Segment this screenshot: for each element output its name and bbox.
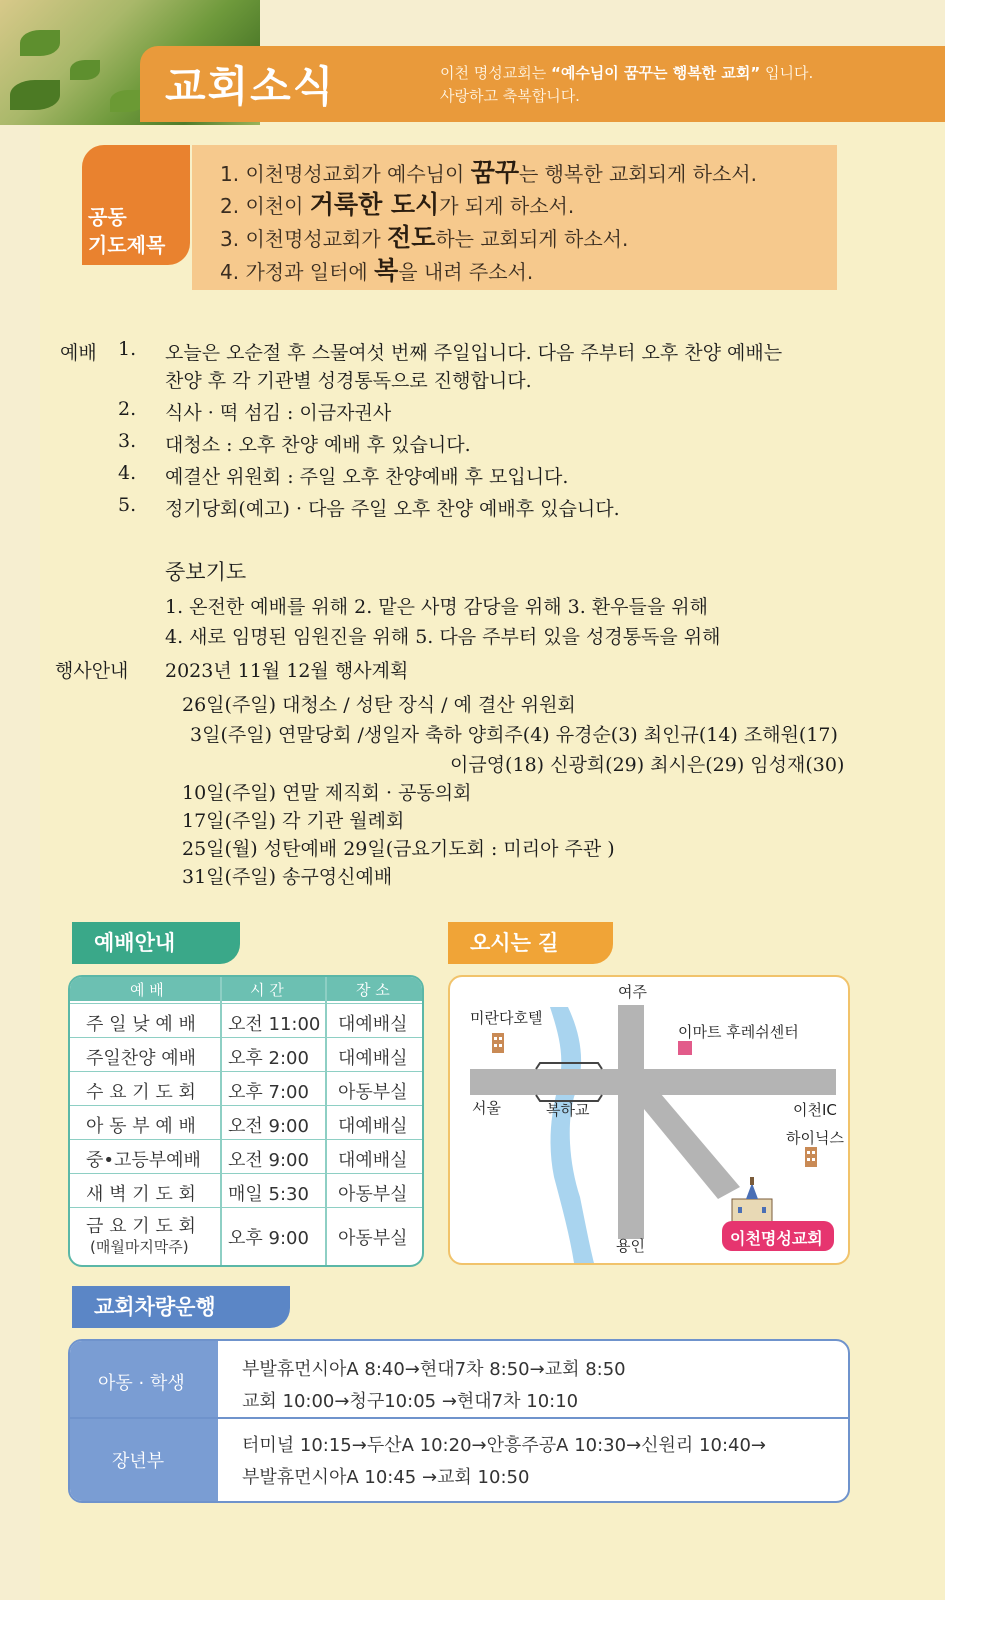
transport-label-column: [70, 1341, 218, 1501]
schedule-tab: 예배안내: [72, 922, 240, 964]
prayer-item: [220, 185, 574, 221]
hotel-icon: [492, 1033, 504, 1053]
notice-number: 1.: [118, 338, 137, 360]
road-diagonal: [630, 1087, 740, 1199]
prayer-highlight: 복: [374, 256, 399, 285]
notice-number: 3.: [118, 430, 137, 452]
worship-schedule-table: [68, 975, 424, 1267]
transport-table: [68, 1339, 850, 1503]
prayer-text: 하는 교회되게 하소서.: [435, 227, 629, 251]
service-name: 주일찬양 예배: [86, 1048, 197, 1069]
leaf-shape: [10, 80, 60, 110]
transport-route: 부발휴먼시아A 8:40→현대7차 8:50→교회 8:50: [242, 1359, 626, 1380]
table-row: [70, 1173, 422, 1208]
map-tab: 오시는 길: [448, 922, 613, 964]
notice-number: 5.: [118, 494, 137, 516]
service-place: 아동부실: [338, 1082, 408, 1103]
map-label-west: 서울: [472, 1099, 501, 1117]
transport-group-label: 장년부: [112, 1451, 165, 1472]
subtitle-line2: 사랑하고 축복합니다.: [440, 87, 580, 105]
event-line: 26일(주일) 대청소 / 성탄 장식 / 예 결산 위원회: [182, 694, 576, 716]
prayer-item: [220, 251, 533, 287]
transport-route: 터미널 10:15→두산A 10:20→안흥주공A 10:30→신원리 10:40→: [242, 1435, 766, 1456]
transport-route: 교회 10:00→청구10:05 →현대7차 10:10: [242, 1391, 579, 1412]
subtitle-post: 입니다.: [760, 64, 814, 82]
map-label-bridge: 복하교: [546, 1101, 590, 1119]
service-place: 대예배실: [338, 1116, 408, 1137]
prayer-item: [220, 218, 628, 254]
service-place: 대예배실: [338, 1150, 408, 1171]
events-label: 행사안내: [55, 660, 129, 682]
hynix-icon: [805, 1147, 817, 1167]
service-name: 주 일 낮 예 배: [86, 1014, 196, 1035]
service-time: 오전 9:00: [228, 1150, 309, 1171]
service-name: 새 벽 기 도 회: [86, 1184, 196, 1205]
notice-text: 오늘은 오순절 후 스물여섯 번째 주일입니다. 다음 주부터 오후 찬양 예배는: [165, 342, 783, 364]
prayer-highlight: 꿈꾸: [470, 158, 519, 187]
prayer-highlight: 전도: [387, 223, 436, 252]
transport-tab: 교회차량운행: [72, 1286, 290, 1328]
notice-text: 찬양 후 각 기관별 성경통독으로 진행합니다.: [165, 370, 532, 392]
table-row: [70, 1003, 422, 1038]
service-time: 매일 5:30: [228, 1184, 309, 1205]
subtitle-bold: “예수님이 꿈꾸는 행복한 교회”: [550, 64, 761, 82]
emart-icon: [678, 1041, 692, 1055]
prayer-tag-label: [88, 203, 165, 259]
prayer-tag-line1: 공동: [88, 205, 127, 229]
event-line: 3일(주일) 연말당회 /생일자 축하 양희주(4) 유경순(3) 최인규(14) 조해원(17): [190, 724, 838, 746]
service-name: 수 요 기 도 회: [86, 1082, 196, 1103]
prayer-text: 가 되게 하소서.: [439, 194, 575, 218]
table-row: [70, 1105, 422, 1140]
header-cell: 시 간: [250, 981, 284, 999]
river: [550, 1007, 594, 1263]
service-place: 대예배실: [338, 1014, 408, 1035]
table-row: [70, 1071, 422, 1106]
prayer-highlight: 거룩한 도시: [309, 190, 440, 219]
service-time: 오후 7:00: [228, 1082, 309, 1103]
map-label-south: 용인: [616, 1237, 645, 1255]
intercession-title: 중보기도: [165, 560, 247, 584]
service-place: 아동부실: [338, 1184, 408, 1205]
prayer-text: 는 행복한 교회되게 하소서.: [519, 162, 757, 186]
table-row: [70, 1139, 422, 1174]
map-label-ic: 이천IC: [793, 1101, 837, 1119]
prayer-text: 4. 가정과 일터에: [220, 260, 375, 284]
prayer-text: 을 내려 주소서.: [398, 260, 534, 284]
page-title: 교회소식: [165, 62, 336, 111]
transport-divider: [70, 1417, 848, 1419]
leaf-shape: [70, 60, 100, 80]
worship-label: 예배: [60, 342, 97, 364]
notice-text: 식사 · 떡 섬김 : 이금자권사: [165, 402, 392, 424]
church-icon: [732, 1177, 772, 1225]
service-name: 아 동 부 예 배: [86, 1116, 196, 1137]
subtitle-pre: 이천 명성교회는: [440, 64, 551, 82]
prayer-text: 2. 이천이: [220, 194, 310, 218]
event-line: 17일(주일) 각 기관 월례회: [182, 810, 405, 832]
header-cell: 장 소: [356, 981, 390, 999]
directions-map: [448, 975, 850, 1265]
prayer-text: 3. 이천명성교회가: [220, 227, 388, 251]
notice-text: 예결산 위원회 : 주일 오후 찬양예배 후 모입니다.: [165, 466, 569, 488]
event-line: 25일(월) 성탄예배 29일(금요기도회 : 미리아 주관 ): [182, 838, 615, 860]
prayer-tag-line2: 기도제목: [88, 233, 166, 257]
notice-text: 대청소 : 오후 찬양 예배 후 있습니다.: [165, 434, 471, 456]
table-header: [70, 977, 422, 1001]
map-label-hynix: 하이닉스: [786, 1129, 844, 1147]
header-cell: 예 배: [130, 981, 164, 999]
map-label-hotel: 미란다호텔: [470, 1009, 543, 1027]
service-time: 오후 2:00: [228, 1048, 309, 1069]
intercession-line: 4. 새로 임명된 임원진을 위해 5. 다음 주부터 있을 성경통독을 위해: [165, 626, 721, 648]
intercession-line: 1. 온전한 예배를 위해 2. 맡은 사명 감당을 위해 3. 환우들을 위해: [165, 596, 708, 618]
event-line: 10일(주일) 연말 제직회 · 공동의회: [182, 782, 472, 804]
notice-text: 정기당회(예고) · 다음 주일 오후 찬양 예배후 있습니다.: [165, 498, 620, 520]
leaf-shape: [20, 30, 60, 56]
transport-group-label: 아동 · 학생: [98, 1373, 185, 1394]
notice-number: 4.: [118, 462, 137, 484]
service-time: 오전 9:00: [228, 1116, 309, 1137]
header-subtitle: [440, 62, 813, 108]
notice-number: 2.: [118, 398, 137, 420]
service-name: 중•고등부예배: [86, 1150, 201, 1171]
service-place: 대예배실: [338, 1048, 408, 1069]
map-label-north: 여주: [618, 983, 647, 1001]
table-row: [70, 1207, 422, 1266]
prayer-item: [220, 153, 757, 189]
service-place: 아동부실: [338, 1228, 408, 1249]
table-row: [70, 1037, 422, 1072]
service-name-sub: (매월마지막주): [90, 1238, 189, 1256]
road-vertical: [618, 1005, 644, 1239]
transport-route: 부발휴먼시아A 10:45 →교회 10:50: [242, 1467, 530, 1488]
church-badge: 이천명성교회: [730, 1229, 823, 1248]
event-line: 이금영(18) 신광희(29) 최시은(29) 임성재(30): [450, 754, 845, 776]
prayer-text: 1. 이천명성교회가 예수님이: [220, 162, 471, 186]
events-heading: 2023년 11월 12월 행사계획: [165, 660, 409, 682]
service-time: 오전 11:00: [228, 1014, 321, 1035]
service-name: 금 요 기 도 회: [86, 1216, 196, 1237]
event-line: 31일(주일) 송구영신예배: [182, 866, 393, 888]
map-label-emart: 이마트 후레쉬센터: [678, 1023, 799, 1041]
service-time: 오후 9:00: [228, 1228, 309, 1249]
